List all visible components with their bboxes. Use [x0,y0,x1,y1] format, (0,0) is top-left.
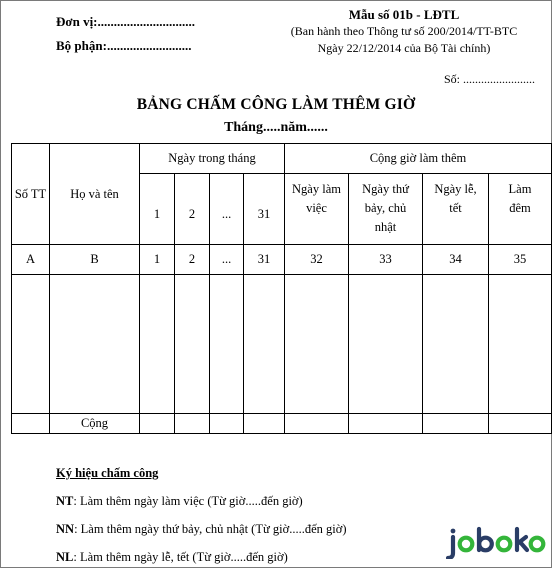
blank-cell [489,414,552,434]
blank-cell [349,275,423,414]
blank-cell [210,414,244,434]
legend-code: NL [56,550,74,564]
code-cell: 33 [349,245,423,275]
blank-cell [175,414,210,434]
legend-title: Ký hiệu chấm công [56,466,159,480]
blank-cell [12,275,50,414]
legend-text: : Làm thêm ngày làm việc (Từ giờ.....đến giờ) [73,494,303,508]
legend-text: : Làm thêm ngày lễ, tết (Từ giờ.....đến giờ) [73,550,288,564]
dept-blank: .......................... [106,38,192,53]
blank-cell [140,414,175,434]
blank-cell [175,275,210,414]
dept-label: Bộ phận: [56,38,107,53]
legend-item-nt [56,487,347,515]
code-row [12,245,552,275]
number-line [444,72,535,87]
header-days-group: Ngày trong tháng [140,144,285,174]
legend [56,459,347,571]
total-label: Cộng [50,414,140,434]
timesheet-table [11,143,552,434]
number-label: Số: [444,72,461,86]
header-day-2: 2 [175,174,210,245]
blank-cell [489,275,552,414]
code-cell: B [50,245,140,275]
legend-item-nl [56,543,347,571]
unit-line [56,10,195,34]
unit-label: Đơn vị: [56,14,98,29]
document-subtitle: Tháng.....năm...... [224,120,328,135]
blank-cell [140,275,175,414]
header-right [268,6,540,57]
header-day-31: 31 [244,174,285,245]
code-cell: 1 [140,245,175,275]
blank-cell [244,275,285,414]
header-ot-weekend: Ngày thứ bảy, chủ nhật [349,174,423,245]
code-cell: 32 [285,245,349,275]
blank-cell [210,275,244,414]
legend-code: NN [56,522,75,536]
blank-cell [285,275,349,414]
header-name: Họ và tên [50,144,140,245]
header-day-1: 1 [140,174,175,245]
blank-cell [12,414,50,434]
number-blank: ........................ [463,72,536,86]
header-stt: Số TT [12,144,50,245]
legend-item-nn [56,515,347,543]
code-cell: 2 [175,245,210,275]
form-number: Mẫu số 01b - LĐTL [348,7,460,22]
header-ot-holiday: Ngày lễ, tết [423,174,489,245]
blank-cell [244,414,285,434]
legend-text: : Làm thêm ngày thứ bảy, chủ nhật (Từ giờ.....đến giờ) [74,522,347,536]
header-ot-night: Làm đêm [489,174,552,245]
header-left [56,10,195,58]
code-cell: A [12,245,50,275]
code-cell: 35 [489,245,552,275]
blank-cell [285,414,349,434]
code-cell: 31 [244,245,285,275]
header-overtime-group: Cộng giờ làm thêm [285,144,552,174]
unit-blank: .............................. [97,14,196,29]
joboko-logo-icon [446,525,546,559]
document-title: BẢNG CHẤM CÔNG LÀM THÊM GIỜ [136,96,416,113]
blank-cell [349,414,423,434]
issued-by: (Ban hành theo Thông tư số 200/2014/TT-BTC [290,24,518,38]
dept-line [56,34,195,58]
issued-date: Ngày 22/12/2014 của Bộ Tài chính) [317,41,491,55]
total-row [12,414,552,434]
code-cell: 34 [423,245,489,275]
code-cell: ... [210,245,244,275]
header-day-ellipsis: ... [210,174,244,245]
blank-cell [50,275,140,414]
header-ot-workday: Ngày làm việc [285,174,349,245]
blank-entry-row [12,275,552,414]
legend-code: NT [56,494,74,508]
blank-cell [423,275,489,414]
blank-cell [423,414,489,434]
